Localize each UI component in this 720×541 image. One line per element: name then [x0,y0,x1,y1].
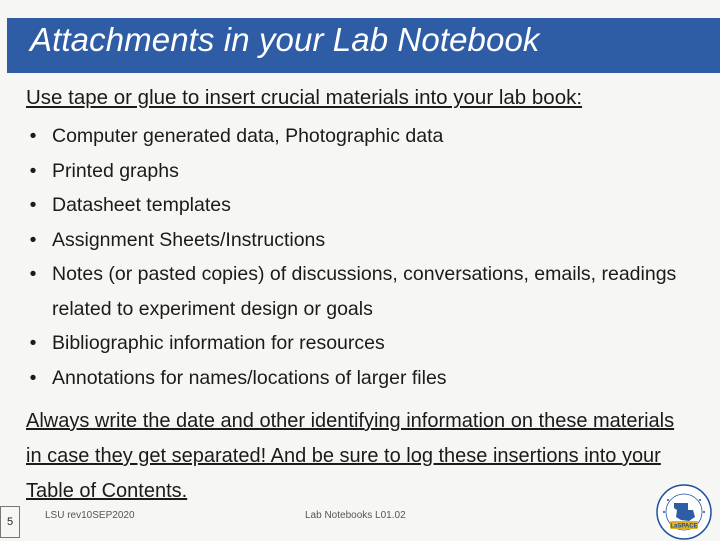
bullet-icon: • [29,125,37,147]
bullet-icon: • [29,332,37,354]
list-item-text: Notes (or pasted copies) of discussions, conversations, emails, readings related to experiment design or goals [52,263,677,320]
bullet-icon: • [29,159,37,182]
bullet-icon: • [29,194,37,216]
logo-text: LaSPACE [670,523,698,530]
la-space-logo-icon [655,483,713,541]
bullet-icon: • [29,263,37,285]
bullet-icon: • [29,366,37,389]
bullet-list [26,119,696,395]
list-item-text: Printed graphs [52,159,179,182]
list-item [26,188,696,223]
list-item-text: Datasheet templates [52,194,231,216]
title-bar [7,18,720,73]
list-item-text: Computer generated data, Photographic data [52,125,444,147]
list-item [26,326,696,361]
list-item [26,257,696,326]
slide-number: 5 [0,506,20,538]
list-item [26,223,696,258]
closing-note: Always write the date and other identifying information on these materials in case they get separated! And be sure to log these insertions into your Table of Contents. [26,410,675,502]
footer-course: Lab Notebooks L01.02 [305,510,406,521]
slide-title: Attachments in your Lab Notebook [30,21,540,58]
footer-revision: LSU rev10SEP2020 [45,510,135,521]
list-item-text: Annotations for names/locations of larger files [52,366,447,389]
list-item [26,119,696,154]
intro-text: Use tape or glue to insert crucial materials into your lab book: [26,86,583,109]
list-item-text: Assignment Sheets/Instructions [52,228,326,251]
list-item-text: Bibliographic information for resources [52,332,385,354]
bullet-icon: • [29,228,37,251]
list-item [26,154,696,189]
list-item [26,361,696,396]
